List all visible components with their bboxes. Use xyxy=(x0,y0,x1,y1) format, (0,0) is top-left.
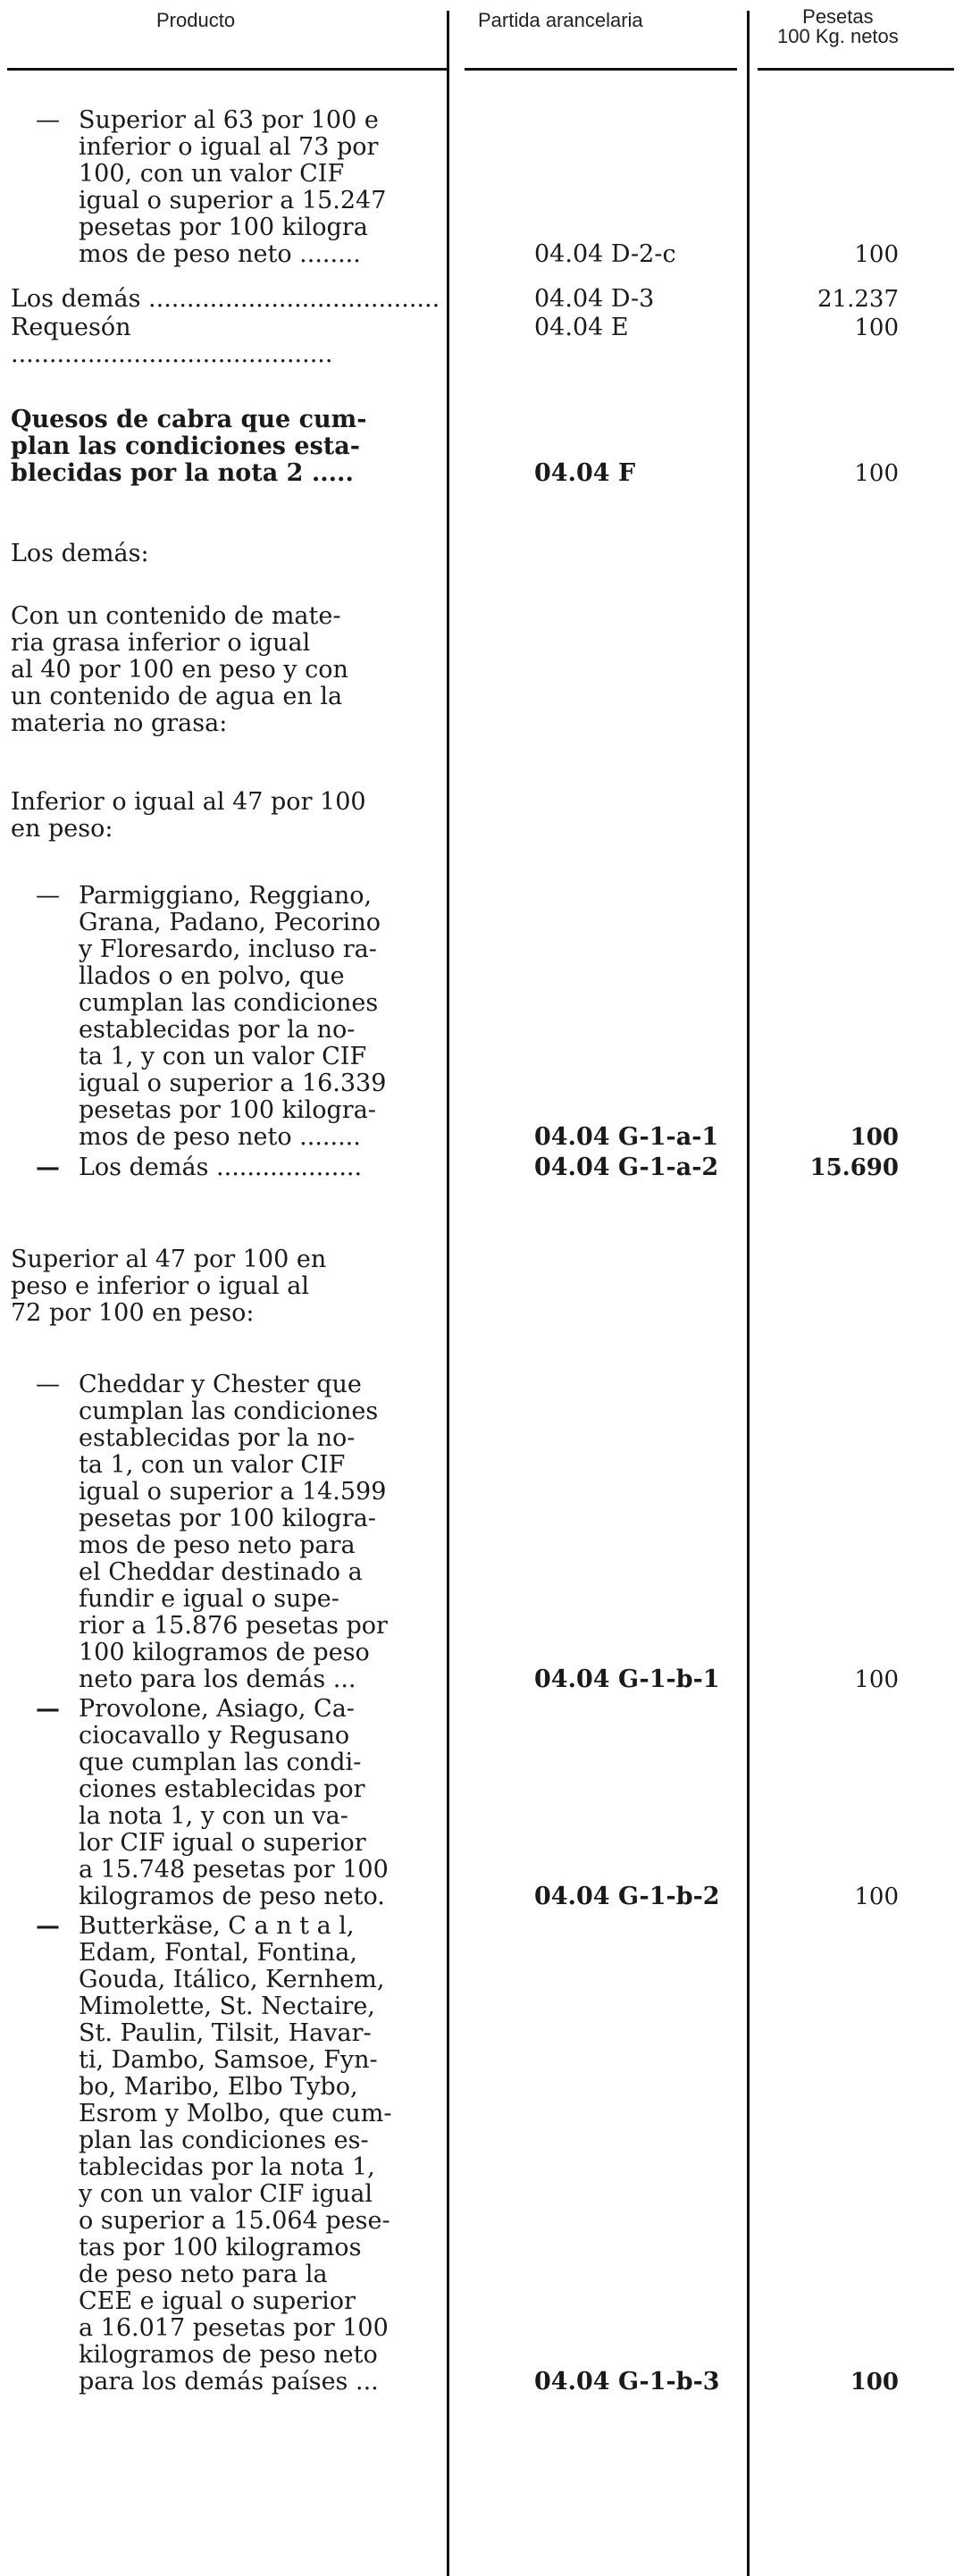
list-dash: — xyxy=(36,1695,60,1723)
partida-code: 04.04 G-1-a-1 xyxy=(534,1123,719,1151)
column-header-pesetas-line2: 100 Kg. netos xyxy=(777,25,899,47)
section-heading: Superior al 47 por 100 en peso e inferior o igual al 72 por 100 en peso: xyxy=(11,1246,327,1327)
column-header-pesetas-line1: Pesetas xyxy=(802,5,874,28)
product-description: Quesos de cabra que cum- plan las condiciones esta- blecidas por la nota 2 ..... xyxy=(11,406,367,487)
product-description: Butterkäse, C a n t a l, Edam, Fontal, Fontina, Gouda, Itálico, Kernhem, Mimolette, St. Nectaire, St. Paulin, Tilsit, Havar- ti, Dambo, Samsoe, Fyn- bo, Maribo, Elbo Tybo, Esrom y Molbo, que cum- plan las condiciones es- tablecidas por la nota 1, y con un valor CIF igual o superior a 15.064 pese- tas por 100 kilogramos de peso neto para la CEE e igual o superior a 16.017 pesetas por 100 kilogramos de peso neto para los demás países ... xyxy=(79,1912,392,2396)
product-description: Provolone, Asiago, Ca- ciocavallo y Regusano que cumplan las condi- ciones establecidas por la nota 1, y con un va- lor CIF igual o superior a 15.748 pesetas por 100 kilogramos de peso neto. xyxy=(79,1695,389,1910)
header-rule xyxy=(758,68,954,71)
pesetas-value: 100 xyxy=(854,1666,899,1693)
product-description: Los demás ................... xyxy=(79,1154,363,1181)
product-description: Superior al 63 por 100 e inferior o igual al 73 por 100, con un valor CIF igual o superior a 15.247 pesetas por 100 kilogra mos de peso neto ........ xyxy=(79,106,387,268)
product-description: Cheddar y Chester que cumplan las condiciones establecidas por la no- ta 1, con un valor CIF igual o superior a 14.599 pesetas por 100 kilogra- mos de peso neto para el Cheddar destinado a fundir e igual o supe- rior a 15.876 pesetas por 100 kilogramos de peso neto para los demás ... xyxy=(79,1371,388,1693)
partida-code: 04.04 G-1-b-1 xyxy=(534,1666,720,1693)
column-divider xyxy=(447,11,449,2576)
list-dash: — xyxy=(36,882,60,910)
pesetas-value: 100 xyxy=(854,460,899,487)
column-header-pesetas xyxy=(777,7,899,46)
pesetas-value: 100 xyxy=(854,1884,899,1910)
header-rule xyxy=(465,68,737,71)
header-rule xyxy=(7,68,447,71)
pesetas-value: 100 xyxy=(850,1124,899,1151)
product-description: Los demás ...................................... xyxy=(11,285,440,313)
partida-code: 04.04 E xyxy=(534,314,629,341)
section-heading: Con un contenido de mate- ria grasa inferior o igual al 40 por 100 en peso y con un contenido de agua en la materia no grasa: xyxy=(11,602,348,737)
partida-code: 04.04 G-1-b-2 xyxy=(534,1883,720,1910)
partida-code: 04.04 G-1-b-3 xyxy=(534,2368,720,2396)
pesetas-value: 21.237 xyxy=(817,286,899,313)
product-description: Requesón .......................................... xyxy=(11,314,333,368)
partida-code: 04.04 D-2-c xyxy=(534,240,676,268)
list-dash: — xyxy=(36,1154,60,1181)
pesetas-value: 100 xyxy=(854,241,899,268)
section-heading: Inferior o igual al 47 por 100 en peso: xyxy=(11,788,366,843)
partida-code: 04.04 G-1-a-2 xyxy=(534,1154,719,1181)
list-dash: — xyxy=(36,106,60,134)
list-dash: — xyxy=(36,1912,60,1940)
table-header xyxy=(0,0,955,71)
column-header-producto: Producto xyxy=(156,9,236,31)
pesetas-value: 100 xyxy=(850,2369,899,2396)
pesetas-value: 100 xyxy=(854,315,899,341)
column-divider xyxy=(747,11,750,2576)
list-dash: — xyxy=(36,1371,60,1398)
section-heading: Los demás: xyxy=(11,540,149,567)
partida-code: 04.04 D-3 xyxy=(534,285,655,313)
pesetas-value: 15.690 xyxy=(809,1154,899,1181)
partida-code: 04.04 F xyxy=(534,459,636,487)
product-description: Parmiggiano, Reggiano, Grana, Padano, Pecorino y Floresardo, incluso ra- llados o en polvo, que cumplan las condiciones establecidas por la no- ta 1, y con un valor CIF igual o superior a 16.339 pesetas por 100 kilogra- mos de peso neto ........ xyxy=(79,882,387,1151)
column-header-partida: Partida arancelaria xyxy=(478,9,643,31)
